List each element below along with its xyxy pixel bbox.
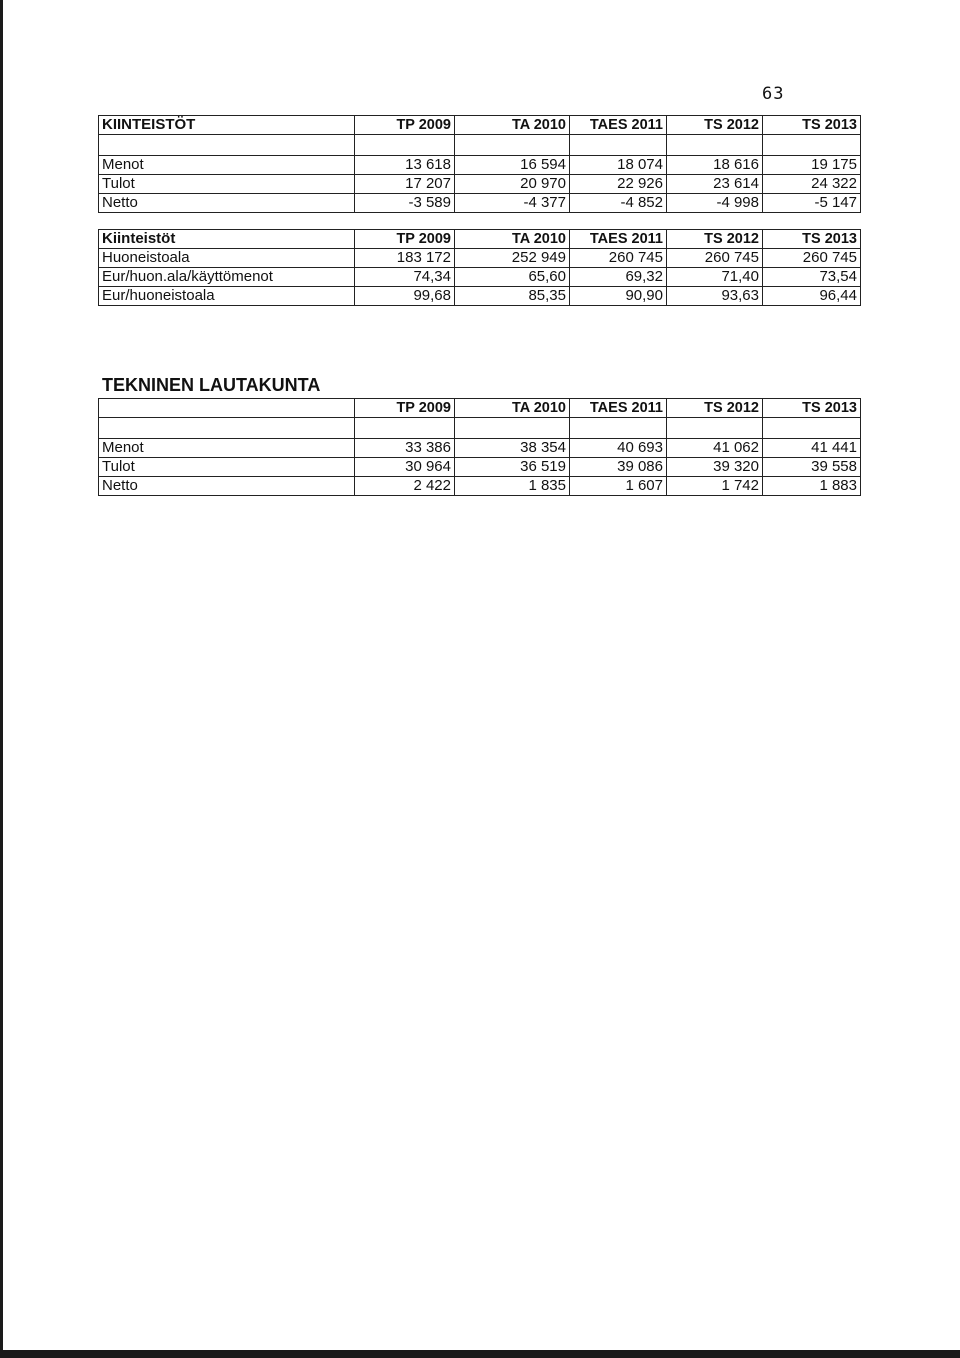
row-label: Menot <box>99 439 355 458</box>
row-label: Eur/huon.ala/käyttömenot <box>99 268 355 287</box>
table-cell: 17 207 <box>355 175 455 194</box>
table-cell: 90,90 <box>570 287 667 306</box>
table-cell: 99,68 <box>355 287 455 306</box>
table-cell: 16 594 <box>455 156 570 175</box>
column-header: TAES 2011 <box>570 116 667 135</box>
table-cell: 38 354 <box>455 439 570 458</box>
column-header: TS 2012 <box>667 230 763 249</box>
table-cell: 93,63 <box>667 287 763 306</box>
table-cell: 24 322 <box>763 175 861 194</box>
table-cell: 252 949 <box>455 249 570 268</box>
table-row <box>99 249 861 268</box>
column-header: TA 2010 <box>455 399 570 418</box>
table-cell: 13 618 <box>355 156 455 175</box>
table-cell: 40 693 <box>570 439 667 458</box>
column-header: TAES 2011 <box>570 399 667 418</box>
table-cell: 41 062 <box>667 439 763 458</box>
row-label: Huoneistoala <box>99 249 355 268</box>
table-cell: 30 964 <box>355 458 455 477</box>
table-cell: -3 589 <box>355 194 455 213</box>
table-cell: 1 883 <box>763 477 861 496</box>
table-cell: -5 147 <box>763 194 861 213</box>
table-row <box>99 268 861 287</box>
table-row <box>99 175 861 194</box>
table-cell: 41 441 <box>763 439 861 458</box>
table-cell: 18 074 <box>570 156 667 175</box>
row-label: Eur/huoneistoala <box>99 287 355 306</box>
table-cell: -4 852 <box>570 194 667 213</box>
table-cell: 1 835 <box>455 477 570 496</box>
table-cell: 23 614 <box>667 175 763 194</box>
section-title: TEKNINEN LAUTAKUNTA <box>102 375 321 395</box>
row-label: Netto <box>99 194 355 213</box>
table-cell: 19 175 <box>763 156 861 175</box>
table-cell: 85,35 <box>455 287 570 306</box>
table-cell: 260 745 <box>763 249 861 268</box>
table-row <box>99 477 861 496</box>
row-label: Tulot <box>99 175 355 194</box>
table-cell: 74,34 <box>355 268 455 287</box>
spacer-row <box>99 213 861 230</box>
column-header: TS 2012 <box>667 399 763 418</box>
blank-row <box>99 418 861 439</box>
table-cell: 36 519 <box>455 458 570 477</box>
table-title: KIINTEISTÖT <box>99 116 355 135</box>
scan-edge-bottom <box>0 1350 960 1358</box>
table-cell: 2 422 <box>355 477 455 496</box>
table-cell: 39 086 <box>570 458 667 477</box>
column-header: TA 2010 <box>455 230 570 249</box>
column-header: TS 2013 <box>763 230 861 249</box>
table-cell: 96,44 <box>763 287 861 306</box>
table-cell: 33 386 <box>355 439 455 458</box>
table-cell: 71,40 <box>667 268 763 287</box>
table-cell: -4 998 <box>667 194 763 213</box>
subtable-title: Kiinteistöt <box>99 230 355 249</box>
table-cell: 69,32 <box>570 268 667 287</box>
table-cell: 39 320 <box>667 458 763 477</box>
table-row <box>99 458 861 477</box>
row-label: Tulot <box>99 458 355 477</box>
column-header: TA 2010 <box>455 116 570 135</box>
column-header: TS 2013 <box>763 116 861 135</box>
column-header: TP 2009 <box>355 399 455 418</box>
table-cell: 260 745 <box>667 249 763 268</box>
table-cell: 22 926 <box>570 175 667 194</box>
column-header: TP 2009 <box>355 116 455 135</box>
row-label: Netto <box>99 477 355 496</box>
table-row <box>99 156 861 175</box>
page-number: 63 <box>762 84 785 104</box>
table-cell: 65,60 <box>455 268 570 287</box>
table-cell: -4 377 <box>455 194 570 213</box>
table-cell: 260 745 <box>570 249 667 268</box>
column-header: TAES 2011 <box>570 230 667 249</box>
table-subheader-row <box>99 230 861 249</box>
table-cell: 20 970 <box>455 175 570 194</box>
scan-edge-left <box>0 0 3 1358</box>
table-cell: 18 616 <box>667 156 763 175</box>
table-header-row <box>99 399 861 418</box>
table-row <box>99 194 861 213</box>
table-cell: 183 172 <box>355 249 455 268</box>
column-header: TS 2013 <box>763 399 861 418</box>
table-cell: 1 607 <box>570 477 667 496</box>
table-header-row <box>99 116 861 135</box>
tekninen-table <box>98 398 861 496</box>
blank-row <box>99 135 861 156</box>
column-header: TS 2012 <box>667 116 763 135</box>
kiinteistot-table <box>98 115 861 306</box>
column-header: TP 2009 <box>355 230 455 249</box>
row-label: Menot <box>99 156 355 175</box>
table-row <box>99 287 861 306</box>
table-cell: 1 742 <box>667 477 763 496</box>
table-row <box>99 439 861 458</box>
table-cell: 39 558 <box>763 458 861 477</box>
table-cell: 73,54 <box>763 268 861 287</box>
